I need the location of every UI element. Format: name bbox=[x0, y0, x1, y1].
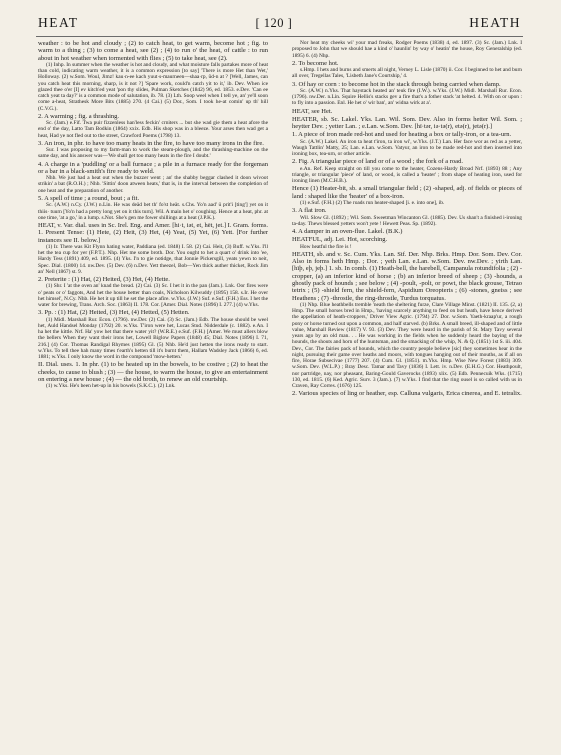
citation-paragraph: Sc. (A.W.) n.Cy. (J.W.) n.Lin. He was deäd bet th' fo'st heät. s.Chs. Yo'n aad' ü prit'i [ting'] yet on it thiis· tuurn [Yo'n had a pretty long yet on it this turn]. Wil. A main het o' coughing. Hence at a heat, phr. at one time, 'at a go,' in a lump. s.Not. She's gen me fower shillings at a heat (J.P.K.). bbox=[38, 202, 268, 221]
citation-paragraph: (1) Ir. There was Kit Flynn hating water, Paddiana (ed. 1848) I. 58. (2) Cai. Heit, (3) Buff. w.Yks. I'll het the tea cup for yer (F.P.T.). Nhp. Het me some broth. Dor. You ought to het a quart o' drink into 'ee, Hardy Tess (1891) 409, ed. 1895. (4) Yks. I'n to gie notidge, that Jonnie Pickersgill, yeats yewn to neit, Spec. Dial. (1800) 14. nw.Dev. (5) Dev. (6) n.Dev. Yett theezel, Bob—Yen thick auther thicket, Rock Jim an' Nell (1867) st. 9. bbox=[38, 243, 268, 275]
entry-paragraph: 3. Of hay or corn : to become hot in the stack through being carried when damp. bbox=[292, 80, 501, 88]
entry-paragraph: II. Dial. uses. 1. In phr. (1) to be heated up in the bowels, to be costive ; (2) to heat the cheeks, to cause to blush ; (3) — the house, to warm the house, to give an entertainment on entering a new house ; (4) — the old broth, to renew an old courtship. bbox=[38, 361, 268, 383]
entry-paragraph: 2. A warming ; fig. a thrashing. bbox=[38, 112, 120, 120]
entry-paragraph: 3. Pp. : (1) Hat, (2) Heited, (3) Het, (4) Hetted, (5) Hetten. bbox=[38, 309, 190, 317]
citation-paragraph: How heatful the fire is ! bbox=[300, 243, 352, 250]
page-number: [ 120 ] bbox=[255, 15, 293, 30]
citation-paragraph: (1) Nhp. Blue heathbells tremble 'neath the sheltering furze, Clare Village Minst. (1821) II. 135. (2, a) Hmp. The small horses bred in Hmp., 'having scarcely anything to feed on but heath, have hence derived the appellation of heath-croppers,' Driver View Agric. (1794) 27. Dor. w.Som. Yaeth-kraap'ur, a rough pony or horse turned out upon a common, and half starved. (b) Brks. A small breed, ill-shaped and of little value, Marshall Review (1817) V. 93. (3) Dev. They were heard in the parish of St. Mary Tavy several years ago by an old man. . . He was working in the fields when he suddenly heard the baying of the hounds, the shouts and horn of the huntsman, and the smacking of the whip, N. & Q. (1851) 1st S. iii. 404. Dev., Cor. The fairies pack of hounds, which the country people believe [sic] they sometimes hear in the night, pursuing their game over heaths and moors, with tongues hanging out of their mouths, as if all on fire, Horae Subsecivae (1777) 207. (4) Cum. Gl. (1851). m.Yks. Hmp. Wise New Forest (1883) 309. w.Som. Dev. (W.L.P.) ; Bray Desc. Tamar and Tavy (1836) I. Lett. iv. n.Dev. (E.H.G.) Cor. Heathpoult, nor partridge, nay, nor pheasant, Baring-Gould Gaverocks (1893) xlix. (5) Edb. Pennecuik Wks. (1715) 130, ed. 1815. (6) Ked. Agric. Surv. 3 (Jam.). (7) w.Yks. I find that the ring ousel is so called with us in Craven, Ray Corres. (1676) 125. bbox=[292, 301, 522, 390]
citation-paragraph: Sc. (Jam.) e.Fif. Twa puir fizzenless han'less feckin' crniters ... but she wad gie them a heat afore the end o' the day, Latto Tam Bodkin (1864) xxix. Edb. His shop was in a bleeze. Your arses then wad get a heat, Had ye not fled out to the street, Crawford Poems (1798) 13. bbox=[38, 120, 268, 139]
entry-paragraph: 2. Various species of ling or heather, esp. Calluna vulgaris, Erica cinerea, and E. tetralix. bbox=[292, 390, 522, 398]
entry-paragraph: weather : to be hot and cloudy ; (2) to catch heat, to get warm, become hot ; fig. to warm to a thing ; (3) to come a heat, see (2) ; (4) to run o' the heat, of cattle : to run about in hot weather when tormented with flies ; (5) to take heat, see (2). bbox=[38, 40, 268, 62]
citation-paragraph: Wil. Slow Gl. (1892) ; Wil. Som. Sweetman Wincanton Gl. (1885). Dev. Us shan't a finished i-ironing ta-day. Thews blessed yetters won't yete ! Hewett Peas. Sp. (1892). bbox=[292, 214, 522, 227]
citation-paragraph: (1) e.Suf. (F.H.) (2) The roads run heater-shaped [i. e. into one], ib. bbox=[300, 200, 445, 207]
entry-paragraph: HEATH, sb. and v. Sc. Cum. Yks. Lan. Stf. Der. Nhp. Brks. Hmp. Dor. Som. Dev. Cor. Also in forms heth Hmp. ; Dor. ; yeth Lan. e.Lan. w.Som. Dev. nw.Dev. ; yirth Lan. [hīþ, eþ, jeþ.] 1. sb. In comb. (1) Heath-bell, the harebell, Campanula rotundifolia ; (2) -cropper, (a) an inferior kind of horse ; (b) an inferior breed of sheep ; (3) -hounds, a ghostly pack of hounds ; see below ; (4) -poult, -polt, or powt, the black grouse, Tetrao tetrix ; (5) -shield fern, the shield-fern, Aspidium Oreopteris ; (6) -stones, gneiss ; see Heathens ; (7) -throstle, the ring-throstle, Turdus torquatus. bbox=[292, 250, 522, 302]
citation-paragraph: e.An. Ref. Keep straight on till you come to the heater, Cozens-Hardy Broad Nrf. (1893) 88 ; Any triangle, or triangular 'piece' of land, or wood, is called a 'heater' ; from shape of heating iron, used for ironing linen (M.C.H.B.). bbox=[292, 165, 522, 185]
entry-paragraph: 3. A flat iron. bbox=[292, 207, 327, 215]
citation-paragraph: (1) Inhp. In summer when the weather is hot and cloudy, and what moisture falls partakes more of heat than cold, indicating warm weather, it is a common expression [to say] 'There is more Het than Wet,' Holloway. (2) w.Som. Woul, Jimz! kau·n-ee kach yuut·s-maurneen—shaa·rp, ûd-n at ? [Well, James, can you catch heat this morning, sharp, is it not ?] 'Spare work, could'n catch yit to it,' ib. Dev. When ice glazed thee o'er [I] ev kitch'ed yeat 'pon thy slides, Pulman Sketches (1842) 96, ed. 1853. e.Dev. 'Can ee catch yeat ta day?' is a common mode of salutation, ib. 78. (3) Lth. Soop weel when I tell ye, an' ye'll soon come a-heat, Strathesk More Bits (1885) 270. (4 Cai.) (5) Dor., Som. I took he-at comin' up th' hill (C.V.G.). bbox=[38, 61, 268, 112]
entry-paragraph: HEAT, v. Var. dial. uses in Sc. Irel. Eng. and Amer. [hi·t, iət, et, hēt, jet.] I. Gram. forms. 1. Present Tense: (1) Hete, (2) Heit, (3) Het, (4) Yeat, (5) Yet, (6) Yett. [For further instances see II. below.] bbox=[38, 222, 268, 244]
entry-paragraph: 1. A piece of iron made red-hot and used for heating a box or tally-iron, or a tea-urn. bbox=[292, 131, 512, 139]
entry-paragraph: 4. A charge in a 'puddling' or a ball furnace ; a pile in a furnace ready for the forgeman or a bar in a black-smith's fire ready to weld. bbox=[38, 160, 268, 175]
entry-paragraph: 2. Fig. A triangular piece of land or of a wood ; the fork of a road. bbox=[292, 158, 463, 166]
left-headword: HEAT bbox=[38, 15, 79, 30]
citation-paragraph: Sc. (A.W.) Lakel. An iron ta heat t'iron, ta iron wi', w.Yks. (J.T.) Lan. Her face wor as red as a yetter, Waugh Tattlin' Matty, 25; Lan. e.Lan. w.Som. Vatyur, an iron to be made red-hot and then inserted into ironing box, tea-urn, or other article. bbox=[292, 138, 522, 158]
citation-paragraph: Sur. I was proposing to my farm-man to work the steam-plough, and the thrashing-machine on the same day, and his answer was—'We shall get too many heats in the fire I doubt.' bbox=[38, 147, 268, 160]
entry-paragraph: 5. A spell of time ; a round, bout ; a fit. bbox=[38, 194, 140, 202]
entry-paragraph: Hence (1) Heater-bit, sb. a small triangular field ; (2) -shaped, adj. of fields or pieces of land : shaped like the 'heater' of a box-iron. bbox=[292, 185, 522, 200]
header-rule bbox=[36, 36, 523, 37]
citation-paragraph: (1) Shr. I 'at the oven an' knad the bread. (2) Cai. (3) Sc. I het it in the pan (Jam.). Lnk. Oor fires were o' peats or o' faggots, And het the house better than coals, Nicholson Kilwuddy (1895) 158. s.Ir. He over het himsel', N.Cy. Nhb. He het it up till he set the place afire. w.Yks. (J.W.) Suf. e.Suf. (F.H.) Ess. I het the water for brewing, Trans. Arch. Soc. (1863) II. 178. Cor. [Amer. Dial. Notes (1896) I. 277.] (4) w.Yks. bbox=[38, 283, 268, 309]
citation-paragraph: Sc. (A.W.) n.Yks. That haystack heated an' teuk fire (I.W.). w.Yks. (J.W.) Midl. Marshall Rur. Econ. (1796). nw.Der. n.Lin. Squire Hellis's stacks gev a fire that's a fother stack 'at helted. 4. With on or upon : to fly into a passion. Enl. He het o' wir ban', an' widna wirk at a'. bbox=[292, 87, 522, 107]
right-column bbox=[292, 40, 522, 748]
left-column bbox=[38, 40, 268, 748]
citation-paragraph: (1) Midl. Marshall Rur. Econ. (1796). nw.Der. (2) Cai. (3) Sc. (Jam.) Edb. The house should be weel het, Auld Handsel Monday (1792) 20. w.Yks. T'iron were het, Lucas Stud. Nidderdale (c. 1882). e.An. I ha het the kittle. Nrf. Ha' yow het that there water yit? (W.R.E.) e.Suf. (F.H.) [Amer. We must allers blow the bellers When they want their irons het, Lowell Biglow Papers (1848) 45; Dial. Notes (1896) I. 71, 216.] (4) Cor. Thomas Randigal Rhymes (1895) Gl. (5) Nhb. He'd just hetten the irons ready to start. w.Yks. To tell thee hah many times t'earth's hetten till it's burnt them, Hallam Wadsley Jack (1866) 6, ed. 1881; w.Yks. I only know the word in the compound 'mow-hetten.' bbox=[38, 316, 268, 361]
citation-paragraph: Nhb. We just had a heat out when the buzzer went ; an' the shabby beggar clashed it doon wivoot strikin' a bat (R.O.H.) ; Nhb. 'Sittin' doon atween heats,' that is, in the interval between the completion of one heat and the preparation of another. bbox=[38, 175, 268, 194]
entry-paragraph: HEATFUL, adj. Lei. Hot, scorching. bbox=[292, 236, 388, 244]
entry-paragraph: 3. An iron, in phr. to have too many heats in the fire, to have too many irons in the fire. bbox=[38, 139, 264, 147]
entry-paragraph: HEATER, sb. Sc. Lakel. Yks. Lan. Wil. Som. Dev. Also in forms hetter Wil. Som. ; heytter Dev. ; yetter Lan. ; e.Lan. w.Som. Dev. [hī·tər, iə·tə(r), etə(r), jetə(r).] bbox=[292, 115, 522, 131]
entry-paragraph: 2. Preterite : (1) Hat, (2) Heited, (3) Het, (4) Hette. bbox=[38, 276, 170, 284]
entry-paragraph: 2. To become hot. bbox=[292, 59, 339, 67]
entry-paragraph: 4. A damper in an oven-flue. Lakel. (B.K.) bbox=[292, 228, 403, 236]
entry-paragraph: HEAT, see Het. bbox=[292, 107, 333, 115]
citation-paragraph: s.Hmp. I hets and burns and smerts all night, Verney L. Lisle (1870) ii. Cor. I beginned to het and burn all over, Tregellas Tales, 'Lisbeth Jane's Courtship,' 4. bbox=[292, 67, 522, 80]
citation-paragraph: Nor heat my cheeks wi' your mad freaks, Rodger Poems (1838) 4, ed. 1897. (3) Sc. (Jam.) Lnk. I proposed to John that we should hae a kind o' haunlin' by way o' heatin' the house, Roy Generalship (ed. 1895) 6. (4) Nhp. bbox=[292, 40, 522, 59]
running-header bbox=[38, 12, 521, 34]
citation-paragraph: (1) w.Yks. He's been het-up in his bowels (S.K.C.). (2) Lnk. bbox=[46, 383, 176, 390]
right-headword: HEATH bbox=[469, 15, 521, 30]
